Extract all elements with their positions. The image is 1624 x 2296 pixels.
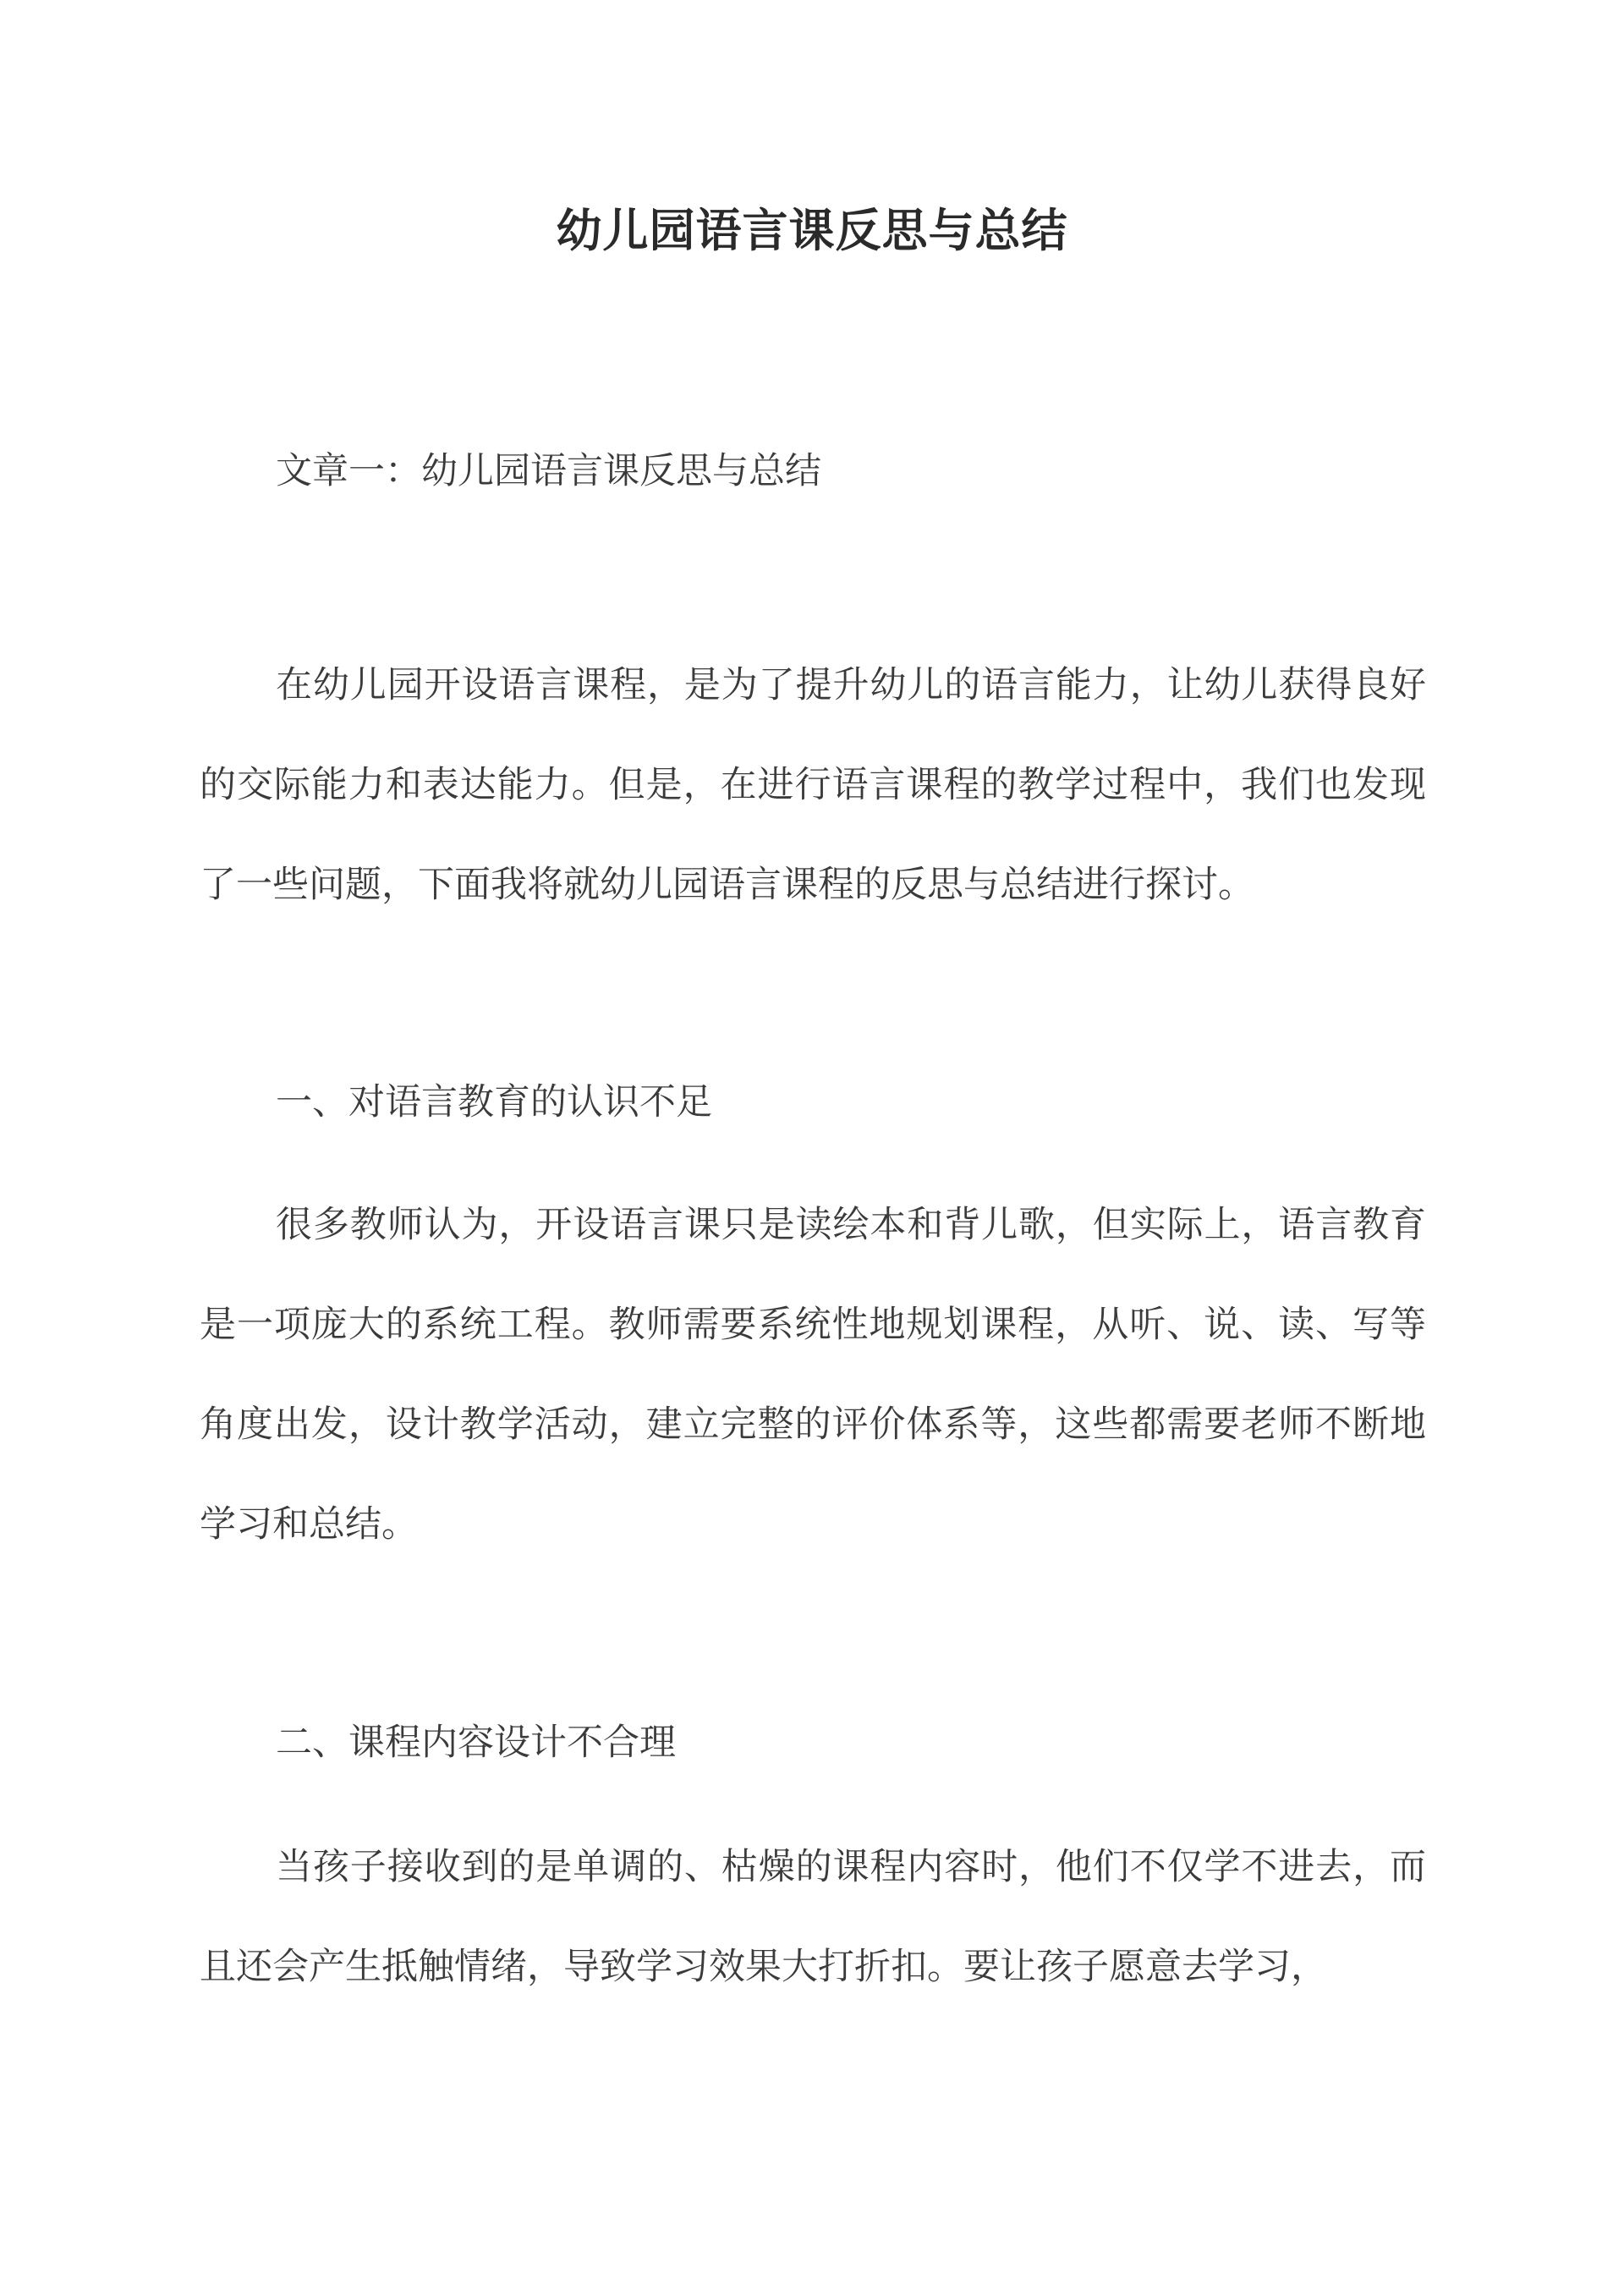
intro-paragraph: 在幼儿园开设语言课程，是为了提升幼儿的语言能力，让幼儿获得良好的交际能力和表达能力。但是，在进行语言课程的教学过程中，我们也发现了一些问题，下面我将就幼儿园语言课程的反思与总结进行探讨。 bbox=[200, 664, 1426, 906]
section-1-paragraph: 很多教师认为，开设语言课只是读绘本和背儿歌，但实际上，语言教育是一项庞大的系统工程。教师需要系统性地规划课程，从听、说、读、写等角度出发，设计教学活动，建立完整的评价体系等，这些都需要老师不断地学习和总结。 bbox=[200, 1204, 1426, 1546]
article-subtitle: 文章一：幼儿园语言课反思与总结 bbox=[276, 450, 821, 492]
document-title: 幼儿园语言课反思与总结 bbox=[556, 203, 1068, 257]
section-2-heading: 二、课程内容设计不合理 bbox=[276, 1722, 676, 1764]
section-1-heading: 一、对语言教育的认识不足 bbox=[276, 1081, 712, 1123]
section-2-paragraph: 当孩子接收到的是单调的、枯燥的课程内容时，他们不仅学不进去，而且还会产生抵触情绪，导致学习效果大打折扣。要让孩子愿意去学习， bbox=[200, 1846, 1426, 1988]
